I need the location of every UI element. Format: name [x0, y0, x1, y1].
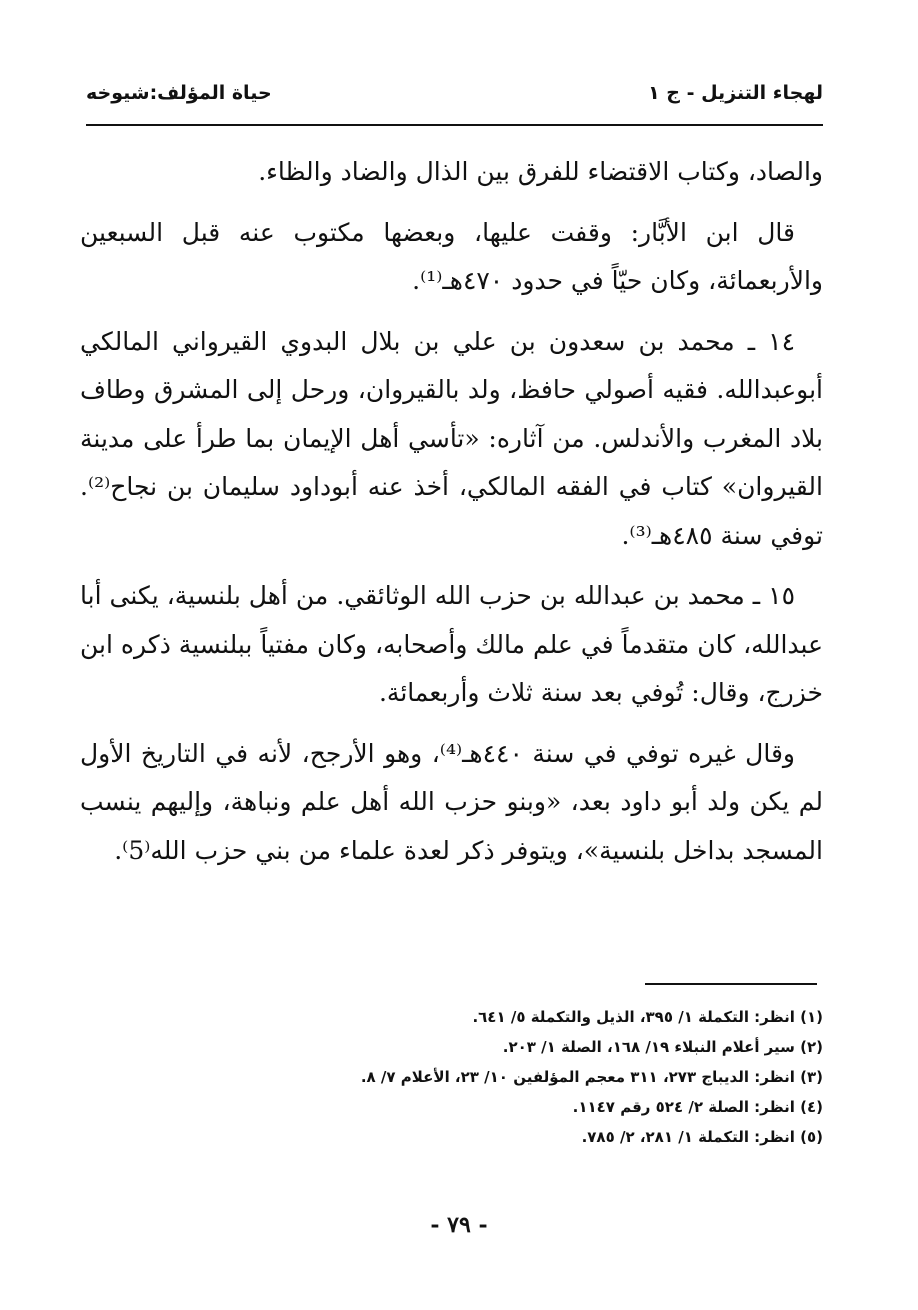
- header-book-title: لهجاء التنزيل - ج ١: [648, 82, 823, 104]
- footnotes: [300, 1002, 823, 1152]
- main-text: [80, 148, 823, 887]
- footnote-1: (١) انظر: التكملة ١/ ٣٩٥، الذيل والتكملة ٥/ ٦٤١.: [472, 1008, 823, 1026]
- paragraph-ibn-alabbar-quote: قال ابن الأبَّار: وقفت عليها، وبعضها مكتوب عنه قبل السبعين والأربعمائة، وكان حيّاً في حدود ٤٧٠هـ⁽¹⁾.: [80, 217, 823, 295]
- paragraph-entry-15: ١٥ ـ محمد بن عبدالله بن حزب الله الوثائقي. من أهل بلنسية، يكنى أبا عبدالله، كان متقدماً في علم مالك وأصحابه، وكان مفتياً ببلنسية ذكره ابن خزرج، وقال: تُوفي بعد سنة ثلاث وأربعمائة.: [80, 581, 823, 707]
- footnote-4: (٤) انظر: الصلة ٢/ ٥٢٤ رقم ١١٤٧.: [572, 1098, 823, 1116]
- footnote-divider: [645, 983, 817, 985]
- paragraph-entry-14: ١٤ ـ محمد بن سعدون بن علي بن بلال البدوي القيرواني المالكي أبوعبدالله. فقيه أصولي حافظ، ولد بالقيروان، ورحل إلى المشرق وطاف بلاد المغرب والأندلس. من آثاره: «تأسي أهل الإيمان بما طرأ على مدينة القيروان» كتاب في الفقه المالكي، أخذ عنه أبوداود سليمان بن نجاح⁽²⁾. توفي سنة ٤٨٥هـ⁽³⁾.: [80, 326, 823, 550]
- header-divider: [86, 124, 823, 126]
- footnote-3: (٣) انظر: الديباج ٢٧٣، ٣١١ معجم المؤلفين ١٠/ ٢٣، الأعلام ٧/ ٨.: [360, 1068, 823, 1086]
- paragraph-continuation: والصاد، وكتاب الاقتضاء للفرق بين الذال والضاد والظاء.: [258, 157, 823, 186]
- header-section-title: حياة المؤلف:شيوخه: [86, 82, 272, 104]
- page-number: - ٧٩ -: [430, 1212, 488, 1238]
- paragraph-entry-15-continued: وقال غيره توفي في سنة ٤٤٠هـ⁽⁴⁾، وهو الأرجح، لأنه في التاريخ الأول لم يكن ولد أبو داود بعد، «وبنو حزب الله أهل علم ونباهة، وإليهم ينسب المسجد بداخل بلنسية»، ويتوفر ذكر لعدة علماء من بني حزب الله⁽5⁾.: [80, 738, 823, 865]
- footnote-2: (٢) سير أعلام النبلاء ١٩/ ١٦٨، الصلة ١/ ٢٠٣.: [502, 1038, 823, 1056]
- running-header: [86, 78, 823, 118]
- footnote-5: (٥) انظر: التكملة ١/ ٢٨١، ٢/ ٧٨٥.: [581, 1128, 823, 1146]
